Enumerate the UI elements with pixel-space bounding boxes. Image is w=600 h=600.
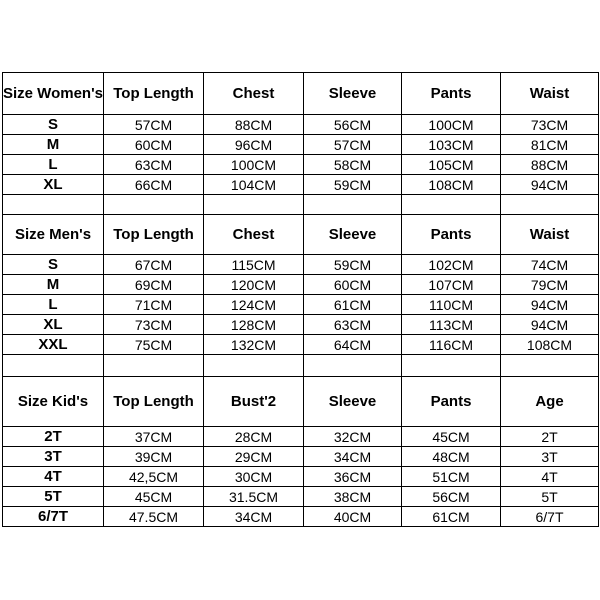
col-header: Size Kid's [3,377,104,427]
table-row [3,447,599,467]
col-header: Top Length [104,215,204,255]
table-cell: 94CM [501,315,599,335]
col-header: Age [501,377,599,427]
table-cell: 74CM [501,255,599,275]
table-cell: 107CM [402,275,501,295]
table-cell: 30CM [204,467,304,487]
empty-cell [204,195,304,215]
col-header: Sleeve [304,215,402,255]
table-cell: 59CM [304,175,402,195]
table-cell: 69CM [104,275,204,295]
table-cell: 63CM [104,155,204,175]
table-cell: 132CM [204,335,304,355]
table-cell: 59CM [304,255,402,275]
spacer-row [3,355,599,377]
table-cell: 73CM [104,315,204,335]
table-cell: 75CM [104,335,204,355]
table-cell: 40CM [304,507,402,527]
table-cell: 81CM [501,135,599,155]
table-cell: 60CM [104,135,204,155]
table-cell: 57CM [104,115,204,135]
table-cell: 105CM [402,155,501,175]
table-row [3,487,599,507]
table-cell: 32CM [304,427,402,447]
men-header-row [3,215,599,255]
table-row [3,507,599,527]
size-label: XXL [3,335,104,355]
col-header: Sleeve [304,73,402,115]
size-label: 4T [3,467,104,487]
table-cell: 96CM [204,135,304,155]
table-cell: 94CM [501,295,599,315]
table-cell: 88CM [501,155,599,175]
col-header: Waist [501,73,599,115]
col-header: Size Women's [3,73,104,115]
size-label: 5T [3,487,104,507]
table-cell: 113CM [402,315,501,335]
table-cell: 66CM [104,175,204,195]
table-cell: 103CM [402,135,501,155]
col-header: Top Length [104,73,204,115]
table-cell: 67CM [104,255,204,275]
empty-cell [304,355,402,377]
table-cell: 63CM [304,315,402,335]
table-cell: 108CM [501,335,599,355]
table-row [3,295,599,315]
col-header: Top Length [104,377,204,427]
table-cell: 38CM [304,487,402,507]
empty-cell [501,195,599,215]
table-row [3,427,599,447]
empty-cell [3,355,104,377]
table-cell: 28CM [204,427,304,447]
table-cell: 34CM [304,447,402,467]
table-cell: 48CM [402,447,501,467]
table-row [3,115,599,135]
table-cell: 5T [501,487,599,507]
spacer-row [3,195,599,215]
table-row [3,155,599,175]
table-row [3,175,599,195]
col-header: Pants [402,377,501,427]
table-cell: 128CM [204,315,304,335]
table-cell: 51CM [402,467,501,487]
col-header: Waist [501,215,599,255]
table-cell: 110CM [402,295,501,315]
table-cell: 37CM [104,427,204,447]
table-cell: 108CM [402,175,501,195]
size-label: M [3,275,104,295]
size-label: L [3,295,104,315]
table-cell: 61CM [304,295,402,315]
table-cell: 73CM [501,115,599,135]
table-cell: 39CM [104,447,204,467]
table-cell: 6/7T [501,507,599,527]
table-row [3,255,599,275]
size-label: S [3,255,104,275]
table-cell: 36CM [304,467,402,487]
table-cell: 31.5CM [204,487,304,507]
table-cell: 4T [501,467,599,487]
table-cell: 88CM [204,115,304,135]
table-cell: 79CM [501,275,599,295]
table-cell: 61CM [402,507,501,527]
col-header: Chest [204,73,304,115]
size-label: XL [3,175,104,195]
col-header: Bust'2 [204,377,304,427]
table-cell: 104CM [204,175,304,195]
table-row [3,467,599,487]
table-cell: 57CM [304,135,402,155]
empty-cell [104,195,204,215]
size-label: 6/7T [3,507,104,527]
table-cell: 45CM [402,427,501,447]
table-cell: 34CM [204,507,304,527]
table-cell: 58CM [304,155,402,175]
empty-cell [204,355,304,377]
table-cell: 102CM [402,255,501,275]
women-header-row [3,73,599,115]
col-header: Pants [402,215,501,255]
table-row [3,275,599,295]
empty-cell [402,195,501,215]
table-cell: 94CM [501,175,599,195]
table-cell: 120CM [204,275,304,295]
table-row [3,135,599,155]
table-cell: 2T [501,427,599,447]
empty-cell [3,195,104,215]
table-row [3,315,599,335]
col-header: Pants [402,73,501,115]
size-label: L [3,155,104,175]
empty-cell [304,195,402,215]
table-cell: 60CM [304,275,402,295]
col-header: Size Men's [3,215,104,255]
table-cell: 45CM [104,487,204,507]
size-chart-table [2,72,599,527]
kid-header-row [3,377,599,427]
table-cell: 116CM [402,335,501,355]
size-label: 3T [3,447,104,467]
col-header: Chest [204,215,304,255]
table-cell: 100CM [402,115,501,135]
table-row [3,335,599,355]
table-cell: 56CM [402,487,501,507]
empty-cell [104,355,204,377]
table-cell: 71CM [104,295,204,315]
size-label: 2T [3,427,104,447]
table-cell: 47.5CM [104,507,204,527]
size-label: M [3,135,104,155]
empty-cell [501,355,599,377]
table-cell: 56CM [304,115,402,135]
table-cell: 100CM [204,155,304,175]
table-cell: 124CM [204,295,304,315]
table-cell: 3T [501,447,599,467]
table-cell: 64CM [304,335,402,355]
size-label: S [3,115,104,135]
table-cell: 29CM [204,447,304,467]
empty-cell [402,355,501,377]
table-cell: 42,5CM [104,467,204,487]
size-label: XL [3,315,104,335]
col-header: Sleeve [304,377,402,427]
table-cell: 115CM [204,255,304,275]
